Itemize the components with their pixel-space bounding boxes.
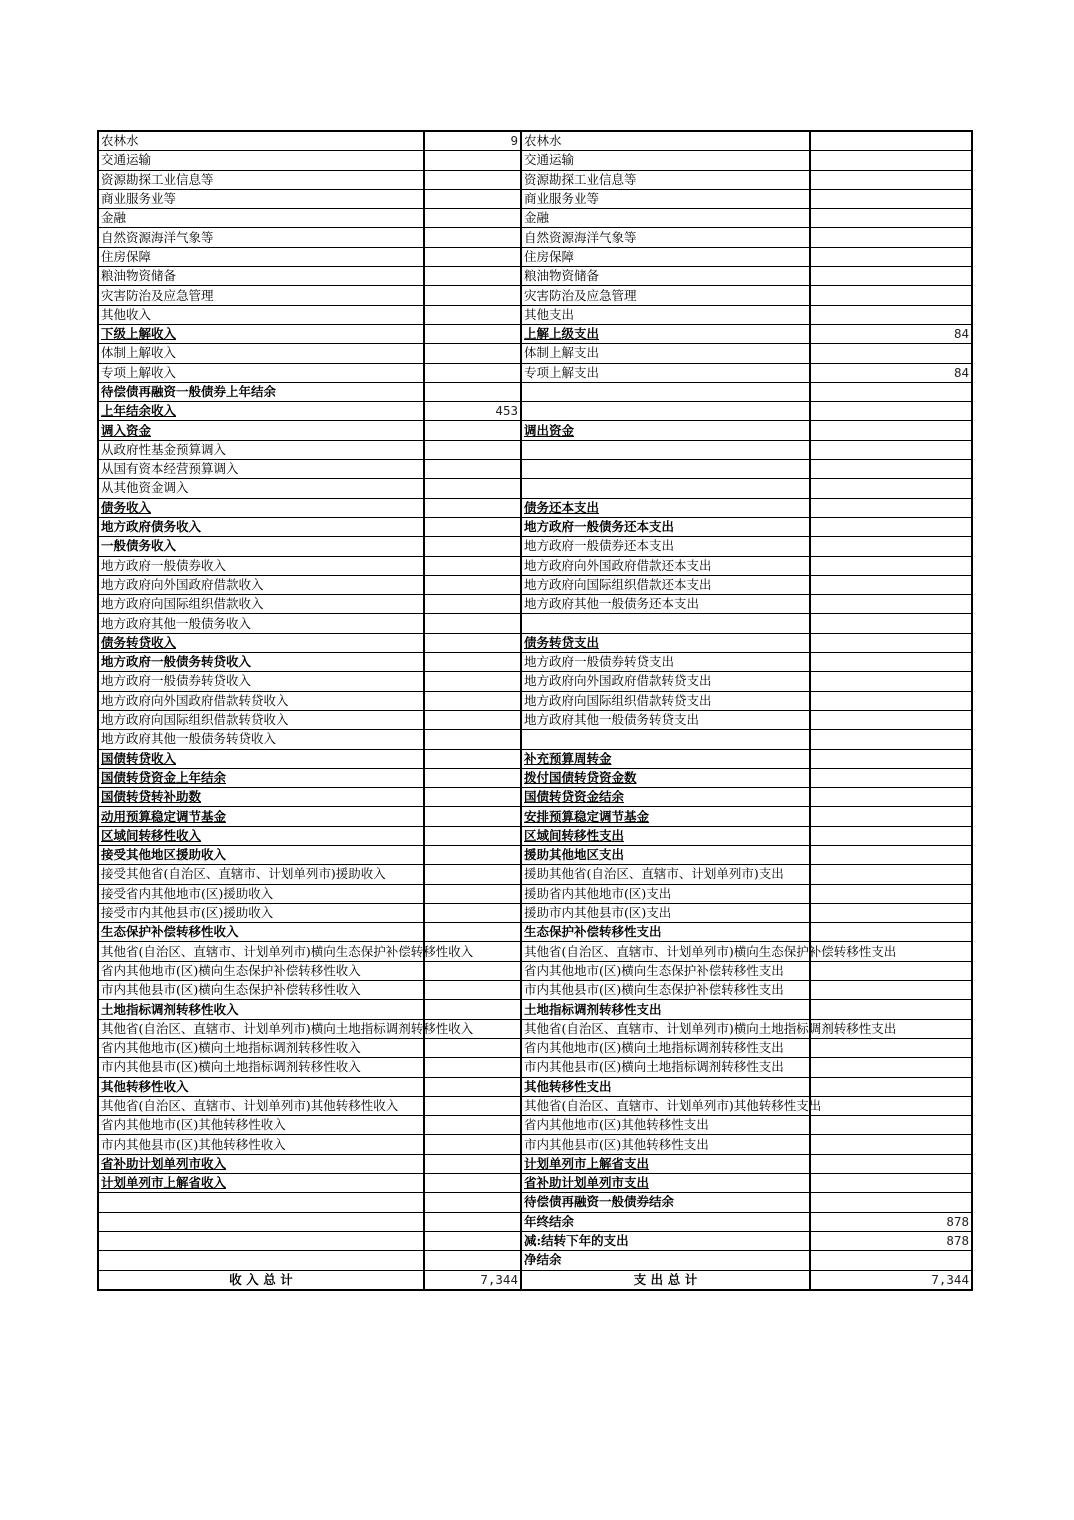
expenditure-item-amount (810, 923, 972, 942)
income-item-label: 地方政府债务收入 (98, 517, 424, 536)
expenditure-item-amount (810, 170, 972, 189)
income-item-label: 国债转贷收入 (98, 749, 424, 768)
expenditure-item-label: 其他支出 (521, 305, 810, 324)
expenditure-item-amount (810, 131, 972, 151)
expenditure-item-label: 粮油物资储备 (521, 267, 810, 286)
income-item-label: 粮油物资储备 (98, 267, 424, 286)
income-item-amount (424, 479, 521, 498)
table-row (98, 247, 972, 266)
expenditure-item-label: 拨付国债转贷资金数 (521, 768, 810, 787)
expenditure-item-amount (810, 981, 972, 1000)
expenditure-item-amount (810, 440, 972, 459)
income-item-label: 债务收入 (98, 498, 424, 517)
expenditure-item-label: 市内其他县市(区)其他转移性支出 (521, 1135, 810, 1154)
expenditure-item-amount (810, 460, 972, 479)
income-item-amount (424, 286, 521, 305)
income-item-label: 下级上解收入 (98, 324, 424, 343)
expenditure-item-amount (810, 382, 972, 401)
income-item-amount (424, 151, 521, 170)
income-item-amount (424, 768, 521, 787)
income-item-label: 地方政府向外国政府借款转贷收入 (98, 691, 424, 710)
expenditure-item-amount (810, 788, 972, 807)
expenditure-item-label: 地方政府向外国政府借款还本支出 (521, 556, 810, 575)
table-row (98, 151, 972, 170)
table-row (98, 614, 972, 633)
expenditure-item-label: 其他转移性支出 (521, 1077, 810, 1096)
table-row (98, 653, 972, 672)
income-item-amount (424, 691, 521, 710)
table-row (98, 575, 972, 594)
table-row (98, 421, 972, 440)
table-row (98, 691, 972, 710)
table-row (98, 1096, 972, 1115)
expenditure-item-label: 调出资金 (521, 421, 810, 440)
income-item-label: 金融 (98, 209, 424, 228)
income-item-label: 生态保护补偿转移性收入 (98, 923, 424, 942)
expenditure-item-label: 市内其他县市(区)横向土地指标调剂转移性支出 (521, 1058, 810, 1077)
income-item-label: 上年结余收入 (98, 402, 424, 421)
expenditure-item-label (521, 730, 810, 749)
expenditure-item-label: 援助其他省(自治区、直辖市、计划单列市)支出 (521, 865, 810, 884)
income-item-label: 地方政府向国际组织借款转贷收入 (98, 710, 424, 729)
income-item-label: 待偿债再融资一般债券上年结余 (98, 382, 424, 401)
income-item-amount (424, 653, 521, 672)
income-item-amount (424, 1174, 521, 1193)
table-row (98, 730, 972, 749)
table-row (98, 1077, 972, 1096)
table-row (98, 788, 972, 807)
expenditure-item-label: 省内其他地市(区)其他转移性支出 (521, 1116, 810, 1135)
expenditure-item-amount (810, 498, 972, 517)
income-item-amount (424, 247, 521, 266)
income-item-label (98, 1193, 424, 1212)
income-item-label: 地方政府一般债务转贷收入 (98, 653, 424, 672)
expenditure-item-label (521, 440, 810, 459)
table-row (98, 807, 972, 826)
expenditure-item-amount (810, 421, 972, 440)
income-item-label: 收 入 总 计 (98, 1270, 424, 1290)
income-item-amount (424, 1154, 521, 1173)
income-item-amount (424, 1251, 521, 1270)
income-item-label: 土地指标调剂转移性收入 (98, 1000, 424, 1019)
expenditure-item-amount (810, 826, 972, 845)
table-row (98, 981, 972, 1000)
expenditure-item-label: 区域间转移性支出 (521, 826, 810, 845)
expenditure-item-label: 地方政府向外国政府借款转贷支出 (521, 672, 810, 691)
table-row (98, 826, 972, 845)
table-row (98, 1251, 972, 1270)
income-item-label: 市内其他县市(区)横向生态保护补偿转移性收入 (98, 981, 424, 1000)
income-item-label: 国债转贷转补助数 (98, 788, 424, 807)
expenditure-item-amount (810, 537, 972, 556)
income-item-label: 地方政府其他一般债务转贷收入 (98, 730, 424, 749)
expenditure-item-amount (810, 517, 972, 536)
expenditure-item-amount: 7,344 (810, 1270, 972, 1290)
table-row (98, 672, 972, 691)
income-item-label: 地方政府其他一般债务收入 (98, 614, 424, 633)
income-item-label (98, 1212, 424, 1231)
expenditure-item-label: 住房保障 (521, 247, 810, 266)
expenditure-item-amount: 878 (810, 1231, 972, 1250)
income-item-label: 计划单列市上解省收入 (98, 1174, 424, 1193)
income-item-amount (424, 1000, 521, 1019)
income-item-amount (424, 826, 521, 845)
expenditure-item-amount: 878 (810, 1212, 972, 1231)
table-row (98, 189, 972, 208)
table-row (98, 884, 972, 903)
expenditure-item-label: 农林水 (521, 131, 810, 151)
expenditure-item-amount (810, 479, 972, 498)
income-item-amount (424, 981, 521, 1000)
expenditure-item-label: 援助其他地区支出 (521, 845, 810, 864)
table-row (98, 537, 972, 556)
table-row (98, 1174, 972, 1193)
table-row (98, 1212, 972, 1231)
table-row (98, 1135, 972, 1154)
income-item-label: 国债转贷资金上年结余 (98, 768, 424, 787)
income-item-label: 动用预算稳定调节基金 (98, 807, 424, 826)
expenditure-item-label: 生态保护补偿转移性支出 (521, 923, 810, 942)
income-item-label: 省补助计划单列市收入 (98, 1154, 424, 1173)
income-item-amount (424, 1038, 521, 1057)
expenditure-item-amount (810, 672, 972, 691)
income-item-label: 其他省(自治区、直辖市、计划单列市)横向土地指标调剂转移性收入 (98, 1019, 424, 1038)
expenditure-item-amount (810, 710, 972, 729)
expenditure-item-label (521, 382, 810, 401)
income-item-amount (424, 595, 521, 614)
income-item-amount (424, 556, 521, 575)
table-row (98, 1038, 972, 1057)
expenditure-item-label: 交通运输 (521, 151, 810, 170)
expenditure-item-amount (810, 189, 972, 208)
income-item-label: 债务转贷收入 (98, 633, 424, 652)
expenditure-item-label: 地方政府其他一般债务还本支出 (521, 595, 810, 614)
expenditure-item-amount (810, 1000, 972, 1019)
income-item-amount (424, 807, 521, 826)
income-item-label: 资源勘探工业信息等 (98, 170, 424, 189)
expenditure-item-label: 商业服务业等 (521, 189, 810, 208)
income-item-label: 从其他资金调入 (98, 479, 424, 498)
expenditure-item-amount (810, 1077, 972, 1096)
expenditure-item-label (521, 402, 810, 421)
income-item-amount (424, 672, 521, 691)
income-item-amount (424, 421, 521, 440)
expenditure-item-label: 援助市内其他县市(区)支出 (521, 903, 810, 922)
income-item-amount (424, 517, 521, 536)
expenditure-item-label: 其他省(自治区、直辖市、计划单列市)横向土地指标调剂转移性支出 (521, 1019, 810, 1038)
income-item-amount (424, 170, 521, 189)
income-item-amount (424, 845, 521, 864)
income-item-amount (424, 382, 521, 401)
expenditure-item-label: 地方政府向国际组织借款还本支出 (521, 575, 810, 594)
table-row (98, 633, 972, 652)
income-item-label: 接受其他地区援助收入 (98, 845, 424, 864)
table-row (98, 1000, 972, 1019)
expenditure-item-label (521, 460, 810, 479)
income-item-amount (424, 1116, 521, 1135)
income-item-amount (424, 537, 521, 556)
expenditure-item-label: 安排预算稳定调节基金 (521, 807, 810, 826)
expenditure-item-label: 其他省(自治区、直辖市、计划单列市)横向生态保护补偿转移性支出 (521, 942, 810, 961)
expenditure-item-label: 专项上解支出 (521, 363, 810, 382)
income-item-amount (424, 460, 521, 479)
income-item-label: 接受市内其他县市(区)援助收入 (98, 903, 424, 922)
expenditure-item-amount (810, 1154, 972, 1173)
expenditure-item-amount (810, 209, 972, 228)
income-item-label: 地方政府向国际组织借款收入 (98, 595, 424, 614)
table-row (98, 479, 972, 498)
table-row (98, 363, 972, 382)
income-item-label: 市内其他县市(区)横向土地指标调剂转移性收入 (98, 1058, 424, 1077)
expenditure-item-label: 年终结余 (521, 1212, 810, 1231)
income-item-label (98, 1231, 424, 1250)
expenditure-item-label: 债务转贷支出 (521, 633, 810, 652)
table-row (98, 131, 972, 151)
expenditure-item-amount (810, 151, 972, 170)
table-row (98, 402, 972, 421)
table-row (98, 710, 972, 729)
table-row (98, 556, 972, 575)
income-item-label: 灾害防治及应急管理 (98, 286, 424, 305)
expenditure-item-amount (810, 1058, 972, 1077)
income-item-label: 区域间转移性收入 (98, 826, 424, 845)
expenditure-item-label: 土地指标调剂转移性支出 (521, 1000, 810, 1019)
income-item-amount (424, 865, 521, 884)
totals-row (98, 1270, 972, 1290)
income-item-amount (424, 1096, 521, 1115)
expenditure-item-amount (810, 1174, 972, 1193)
expenditure-item-label: 债务还本支出 (521, 498, 810, 517)
income-item-label: 其他转移性收入 (98, 1077, 424, 1096)
income-item-label: 调入资金 (98, 421, 424, 440)
expenditure-item-amount (810, 1251, 972, 1270)
expenditure-item-amount (810, 653, 972, 672)
income-item-label: 市内其他县市(区)其他转移性收入 (98, 1135, 424, 1154)
table-row (98, 961, 972, 980)
table-row (98, 1019, 972, 1038)
expenditure-item-amount (810, 247, 972, 266)
expenditure-item-label: 计划单列市上解省支出 (521, 1154, 810, 1173)
income-item-amount (424, 440, 521, 459)
expenditure-item-amount (810, 865, 972, 884)
expenditure-item-label: 资源勘探工业信息等 (521, 170, 810, 189)
income-item-amount (424, 1077, 521, 1096)
income-item-label: 专项上解收入 (98, 363, 424, 382)
income-item-amount (424, 1231, 521, 1250)
income-item-label: 省内其他地市(区)横向生态保护补偿转移性收入 (98, 961, 424, 980)
income-item-label: 农林水 (98, 131, 424, 151)
expenditure-item-label: 省补助计划单列市支出 (521, 1174, 810, 1193)
expenditure-item-label: 自然资源海洋气象等 (521, 228, 810, 247)
table-row (98, 305, 972, 324)
table-row (98, 865, 972, 884)
table-row (98, 1231, 972, 1250)
income-item-amount (424, 209, 521, 228)
expenditure-item-label: 减:结转下年的支出 (521, 1231, 810, 1250)
income-item-amount (424, 633, 521, 652)
expenditure-item-label: 省内其他地市(区)横向土地指标调剂转移性支出 (521, 1038, 810, 1057)
expenditure-item-amount (810, 1135, 972, 1154)
income-item-amount (424, 961, 521, 980)
expenditure-item-label: 支 出 总 计 (521, 1270, 810, 1290)
expenditure-item-amount (810, 884, 972, 903)
income-item-label: 地方政府向外国政府借款收入 (98, 575, 424, 594)
expenditure-item-label: 地方政府一般债务还本支出 (521, 517, 810, 536)
income-item-label: 其他省(自治区、直辖市、计划单列市)横向生态保护补偿转移性收入 (98, 942, 424, 961)
expenditure-item-amount (810, 1116, 972, 1135)
expenditure-item-amount (810, 749, 972, 768)
table-row (98, 286, 972, 305)
income-item-label: 接受其他省(自治区、直辖市、计划单列市)援助收入 (98, 865, 424, 884)
income-item-amount (424, 189, 521, 208)
income-item-amount (424, 1193, 521, 1212)
expenditure-item-label: 地方政府向国际组织借款转贷支出 (521, 691, 810, 710)
income-item-amount (424, 1212, 521, 1231)
expenditure-item-amount (810, 344, 972, 363)
table-row (98, 1193, 972, 1212)
expenditure-item-amount (810, 228, 972, 247)
expenditure-item-label (521, 479, 810, 498)
budget-table (97, 130, 973, 1291)
expenditure-item-label: 地方政府一般债券还本支出 (521, 537, 810, 556)
table-row (98, 209, 972, 228)
income-item-amount: 453 (424, 402, 521, 421)
income-item-amount (424, 903, 521, 922)
income-item-amount (424, 324, 521, 343)
income-item-label (98, 1251, 424, 1270)
table-row (98, 440, 972, 459)
income-item-label: 地方政府一般债券转贷收入 (98, 672, 424, 691)
expenditure-item-label: 地方政府一般债券转贷支出 (521, 653, 810, 672)
expenditure-item-label (521, 614, 810, 633)
income-item-amount (424, 788, 521, 807)
expenditure-item-amount (810, 807, 972, 826)
table-row (98, 845, 972, 864)
income-item-amount (424, 884, 521, 903)
expenditure-item-amount: 84 (810, 324, 972, 343)
income-item-label: 地方政府一般债券收入 (98, 556, 424, 575)
expenditure-item-label: 体制上解支出 (521, 344, 810, 363)
expenditure-item-label: 国债转贷资金结余 (521, 788, 810, 807)
income-item-amount (424, 305, 521, 324)
income-item-label: 其他收入 (98, 305, 424, 324)
expenditure-item-amount (810, 961, 972, 980)
income-item-label: 商业服务业等 (98, 189, 424, 208)
expenditure-item-label: 灾害防治及应急管理 (521, 286, 810, 305)
income-item-amount (424, 1058, 521, 1077)
income-item-amount (424, 1135, 521, 1154)
expenditure-item-amount (810, 556, 972, 575)
expenditure-item-amount (810, 595, 972, 614)
expenditure-item-amount (810, 845, 972, 864)
table-row (98, 1058, 972, 1077)
expenditure-item-amount (810, 1193, 972, 1212)
expenditure-item-amount (810, 691, 972, 710)
expenditure-item-amount (810, 614, 972, 633)
table-row (98, 170, 972, 189)
table-row (98, 749, 972, 768)
income-item-amount (424, 923, 521, 942)
table-row (98, 903, 972, 922)
expenditure-item-amount (810, 305, 972, 324)
expenditure-item-amount (810, 730, 972, 749)
expenditure-item-amount (810, 286, 972, 305)
expenditure-item-amount (810, 267, 972, 286)
expenditure-item-amount (810, 768, 972, 787)
expenditure-item-amount (810, 1096, 972, 1115)
income-item-amount: 9 (424, 131, 521, 151)
expenditure-item-label: 其他省(自治区、直辖市、计划单列市)其他转移性支出 (521, 1096, 810, 1115)
table-row (98, 498, 972, 517)
income-item-amount (424, 344, 521, 363)
income-item-amount (424, 267, 521, 286)
expenditure-item-amount (810, 402, 972, 421)
expenditure-item-label: 地方政府其他一般债务转贷支出 (521, 710, 810, 729)
table-row (98, 768, 972, 787)
expenditure-item-label: 待偿债再融资一般债券结余 (521, 1193, 810, 1212)
expenditure-item-amount (810, 633, 972, 652)
income-item-amount (424, 575, 521, 594)
table-row (98, 344, 972, 363)
table-row (98, 942, 972, 961)
table-row (98, 1116, 972, 1135)
income-item-amount (424, 498, 521, 517)
expenditure-item-label: 省内其他地市(区)横向生态保护补偿转移性支出 (521, 961, 810, 980)
income-item-label: 省内其他地市(区)横向土地指标调剂转移性收入 (98, 1038, 424, 1057)
income-item-label: 一般债务收入 (98, 537, 424, 556)
table-row (98, 923, 972, 942)
table-row (98, 324, 972, 343)
table-row (98, 1154, 972, 1173)
table-row (98, 460, 972, 479)
income-item-label: 从政府性基金预算调入 (98, 440, 424, 459)
income-item-label: 交通运输 (98, 151, 424, 170)
expenditure-item-label: 市内其他县市(区)横向生态保护补偿转移性支出 (521, 981, 810, 1000)
expenditure-item-amount (810, 1038, 972, 1057)
expenditure-item-label: 补充预算周转金 (521, 749, 810, 768)
income-item-label: 体制上解收入 (98, 344, 424, 363)
table-row (98, 595, 972, 614)
expenditure-item-amount (810, 903, 972, 922)
income-item-amount (424, 363, 521, 382)
expenditure-item-amount (810, 575, 972, 594)
income-item-amount (424, 730, 521, 749)
income-item-amount (424, 710, 521, 729)
table-row (98, 267, 972, 286)
income-item-label: 其他省(自治区、直辖市、计划单列市)其他转移性收入 (98, 1096, 424, 1115)
income-item-label: 自然资源海洋气象等 (98, 228, 424, 247)
table-row (98, 228, 972, 247)
expenditure-item-label: 援助省内其他地市(区)支出 (521, 884, 810, 903)
income-item-amount (424, 228, 521, 247)
expenditure-item-label: 金融 (521, 209, 810, 228)
budget-table-body (98, 131, 972, 1290)
income-item-amount (424, 749, 521, 768)
expenditure-item-label: 上解上级支出 (521, 324, 810, 343)
income-item-amount (424, 614, 521, 633)
expenditure-item-label: 净结余 (521, 1251, 810, 1270)
table-row (98, 517, 972, 536)
table-row (98, 382, 972, 401)
income-item-label: 住房保障 (98, 247, 424, 266)
income-item-label: 从国有资本经营预算调入 (98, 460, 424, 479)
expenditure-item-amount: 84 (810, 363, 972, 382)
income-item-label: 省内其他地市(区)其他转移性收入 (98, 1116, 424, 1135)
income-item-label: 接受省内其他地市(区)援助收入 (98, 884, 424, 903)
income-item-amount: 7,344 (424, 1270, 521, 1290)
